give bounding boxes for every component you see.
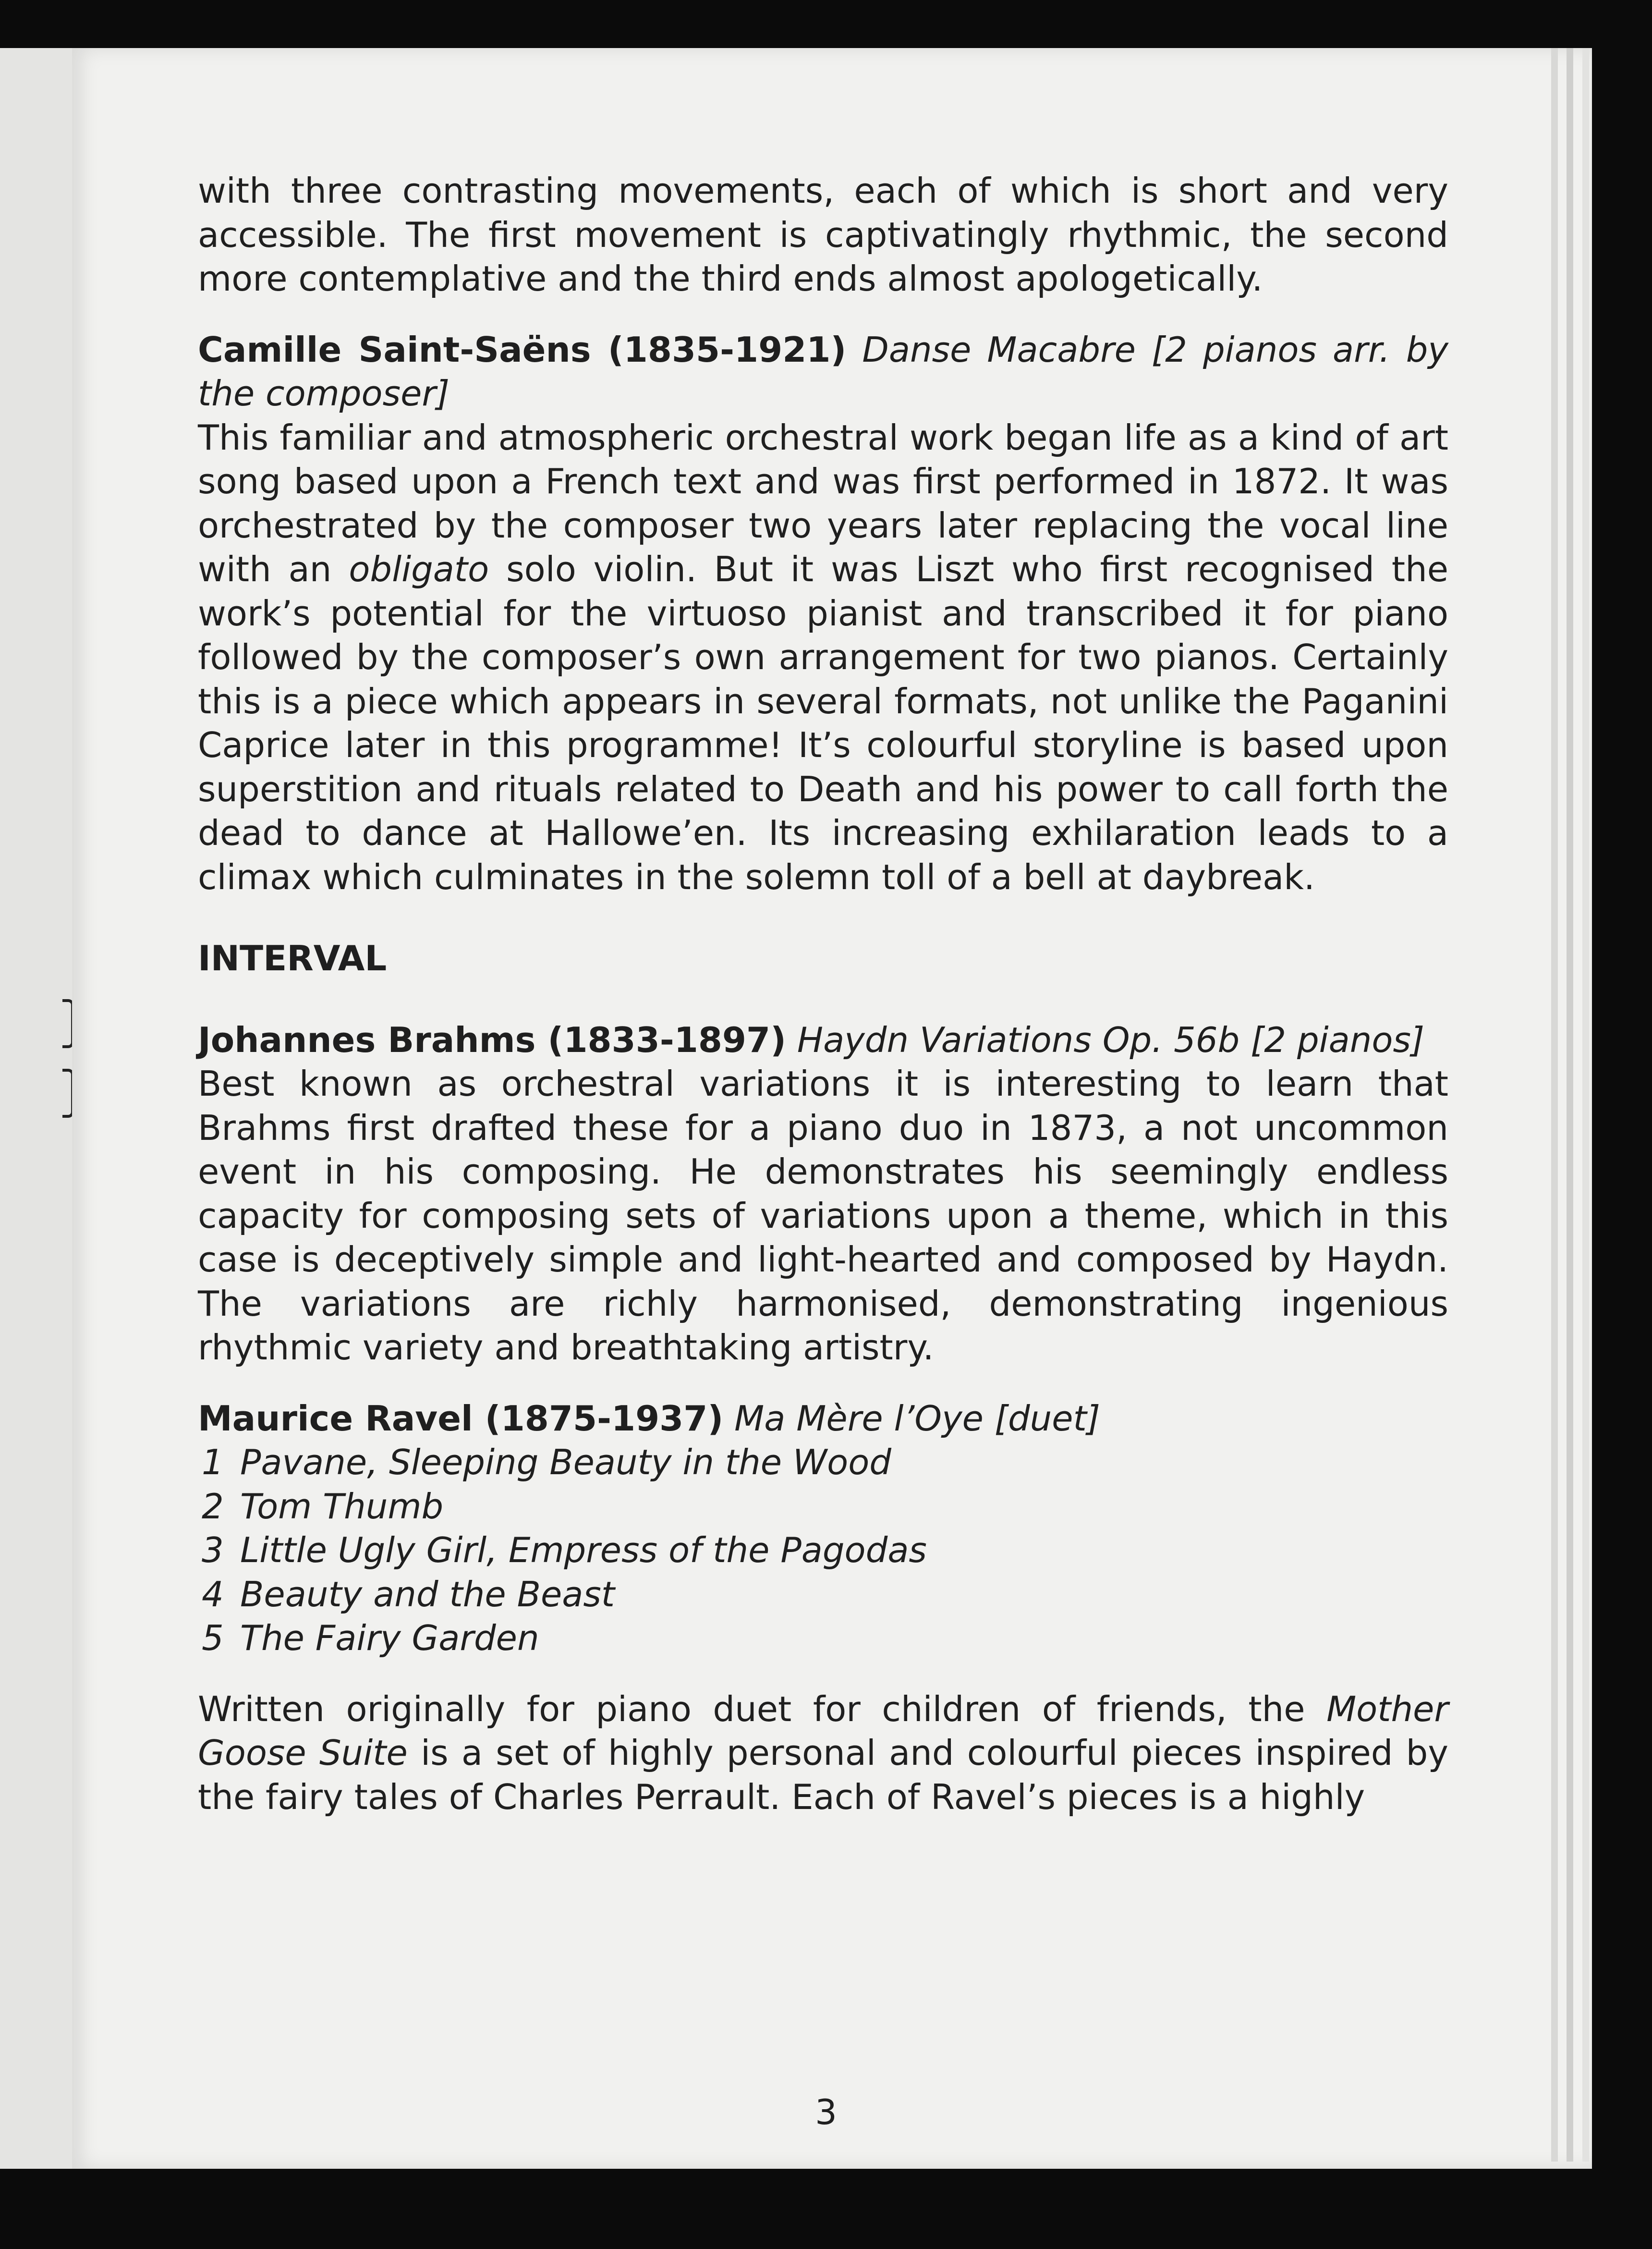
page-edge-strip bbox=[1551, 48, 1558, 2162]
notes-text: is a set of highly personal and colourful pieces inspired by the fairy tales of Charles Perrault. Each of Ravel’s pieces is a highly bbox=[198, 1733, 1448, 1817]
movement-title: Pavane, Sleeping Beauty in the Wood bbox=[240, 1442, 891, 1482]
notes-italic-term: obligato bbox=[349, 549, 489, 589]
movement-list bbox=[198, 1441, 1448, 1661]
movement-item bbox=[202, 1616, 1448, 1661]
page-number: 3 bbox=[815, 2092, 837, 2132]
movement-number: 1 bbox=[202, 1442, 224, 1482]
work-title: Haydn Variations Op. 56b [2 pianos] bbox=[797, 1019, 1425, 1060]
movement-item bbox=[202, 1441, 1448, 1485]
movement-item bbox=[202, 1573, 1448, 1617]
brahms-heading bbox=[198, 1018, 1448, 1063]
saint-saens-heading bbox=[198, 328, 1448, 416]
movement-item bbox=[202, 1528, 1448, 1573]
movement-title: The Fairy Garden bbox=[240, 1618, 539, 1658]
movement-title: Little Ugly Girl, Empress of the Pagodas bbox=[240, 1530, 927, 1570]
movement-number: 5 bbox=[202, 1618, 224, 1658]
programme-notes bbox=[198, 169, 1448, 1819]
saint-saens-notes bbox=[198, 416, 1448, 900]
movement-number: 2 bbox=[202, 1486, 224, 1527]
interval-heading: INTERVAL bbox=[198, 938, 387, 978]
notes-text: Written originally for piano duet for children of friends, the bbox=[198, 1688, 1305, 1729]
movement-title: Tom Thumb bbox=[240, 1486, 444, 1527]
movement-number: 3 bbox=[202, 1530, 224, 1570]
brahms-notes: Best known as orchestral variations it is interesting to learn that Brahms first drafted these for a piano duo in 1873, a not uncommon event in his composing. He demonstrates his seemingly endless capacity for composing sets of variations upon a theme, which in this case is deceptively simple and light-hearted and composed by Haydn. The variations are richly harmonised, demonstrating ingenious rhythmic variety and breathtaking artistry. bbox=[198, 1063, 1448, 1368]
intro-paragraph: with three contrasting movements, each of which is short and very accessible. The first movement is captivatingly rhythmic, the second more contemplative and the third ends almost apologetically. bbox=[198, 171, 1448, 299]
notes-text: solo violin. But it was Liszt who first recognised the work’s potential for the virtuoso pianist and transcribed it for piano followed by the composer’s own arrangement for two pianos. Certainly this is a piece which appears in several formats, not unlike the Paganini Caprice later in this programme! It’s colourful storyline is based upon superstition and rituals related to Death and his power to call forth the dead to dance at Hallowe’en. Its increasing exhilaration leads to a climax which culminates in the solemn toll of a bell at daybreak. bbox=[198, 549, 1449, 897]
notes-text: This familiar and atmospheric orchestral work began life as a kind of art song based upon a French text and was first performed in 1872. It was orchestrated by the composer two years later replacing the vocal line with an bbox=[198, 417, 1448, 589]
work-title: Danse Macabre [2 pianos arr. by the composer] bbox=[198, 329, 1448, 414]
movement-item bbox=[202, 1485, 1448, 1529]
work-title: Ma Mère l’Oye [duet] bbox=[734, 1398, 1100, 1439]
composer-name: Maurice Ravel (1875-1937) bbox=[198, 1398, 724, 1439]
page-edge-strip bbox=[1582, 48, 1589, 2162]
ravel-heading bbox=[198, 1397, 1448, 1441]
notes-italic-term: Mother Goose Suite bbox=[198, 1688, 1448, 1773]
ravel-notes bbox=[198, 1687, 1448, 1820]
movement-title: Beauty and the Beast bbox=[240, 1574, 615, 1614]
composer-name: Camille Saint-Saëns (1835-1921) bbox=[198, 329, 847, 370]
movement-number: 4 bbox=[202, 1574, 224, 1614]
composer-name: Johannes Brahms (1833-1897) bbox=[198, 1019, 787, 1060]
page-edge-strip bbox=[1567, 48, 1573, 2162]
